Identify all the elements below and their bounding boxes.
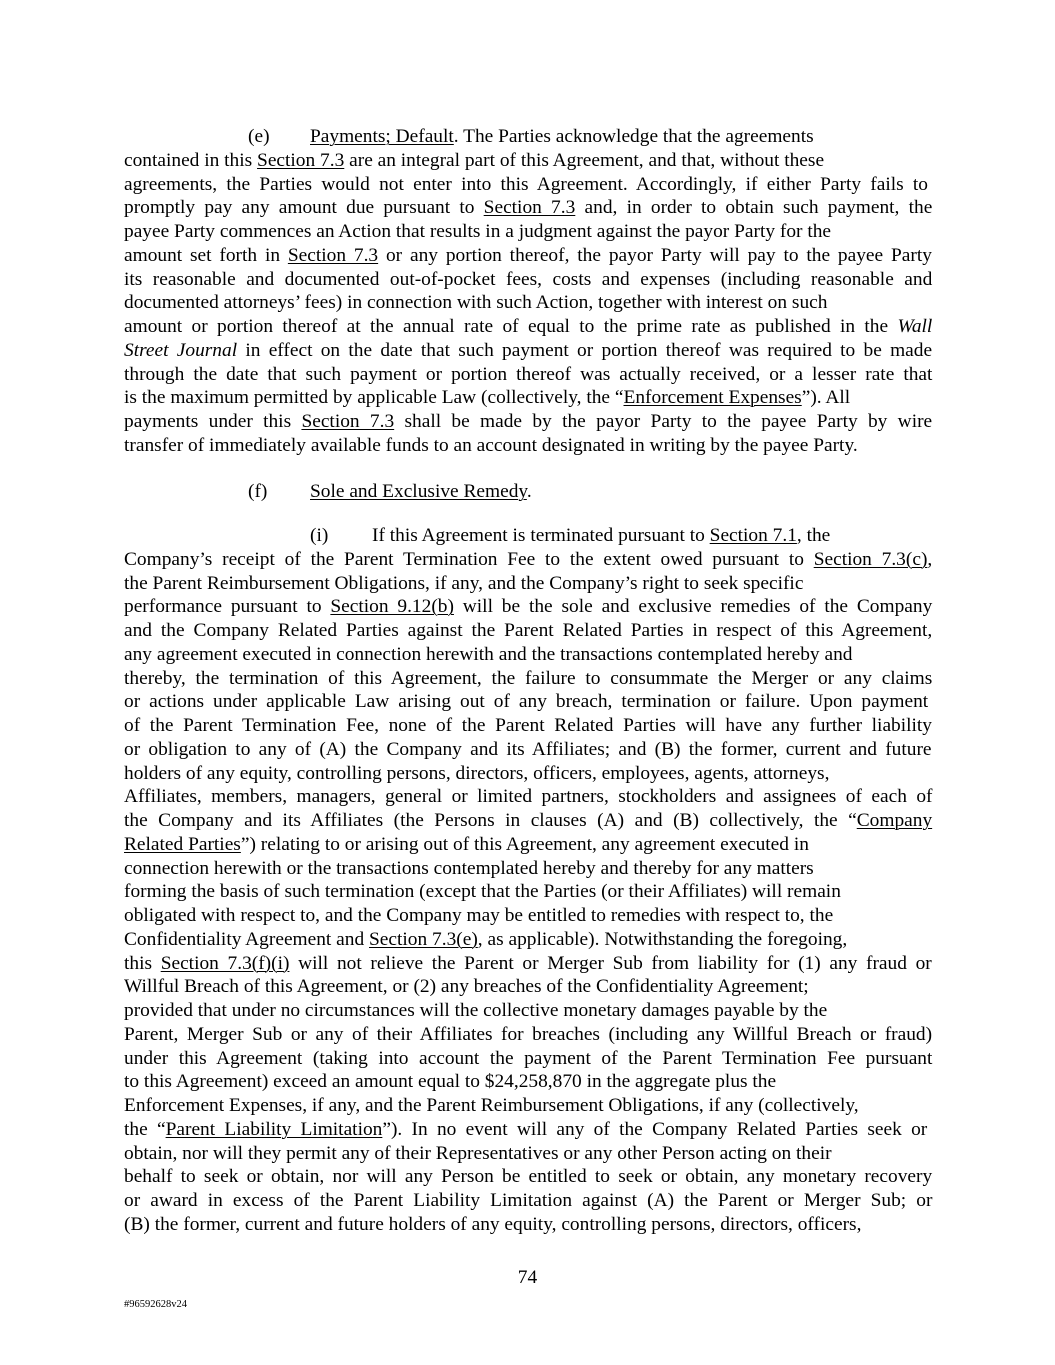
section-reference: Related Parties	[124, 833, 241, 855]
section-reference: Section 7.3(f)(i)	[160, 952, 290, 974]
text-segment: the Parent Reimbursement Obligations, if any, and the Company’s right to seek specific	[124, 572, 804, 594]
text-segment: Willful Breach of this Agreement, or (2) any breaches of the Confidentiality Agreement;	[124, 976, 809, 998]
text-segment: will be the sole and exclusive remedies of the Company	[453, 596, 933, 618]
text-line	[124, 880, 932, 904]
text-line	[124, 785, 932, 809]
section-reference: Section 7.3	[483, 197, 576, 219]
text-segment: thereby, the termination of this Agreement, the failure to consummate the Merger or any claims	[124, 667, 933, 689]
text-line	[124, 1023, 932, 1047]
section-reference: Section 7.3(e)	[369, 928, 478, 950]
text-line	[124, 244, 932, 268]
text-line	[124, 149, 932, 173]
text-segment: in effect on the date that such payment or portion thereof was required to be made	[237, 339, 933, 361]
text-line	[124, 809, 932, 833]
text-line	[124, 1142, 932, 1166]
section-reference: Company	[856, 810, 933, 831]
text-segment: will not relieve the Parent or Merger Sub from liability for (1) any fraud or	[289, 952, 932, 974]
text-segment: and the Company Related Parties against the Parent Related Parties in respect of this Agreement,	[124, 620, 933, 641]
text-line	[124, 1165, 932, 1189]
text-line	[124, 928, 932, 952]
text-line	[124, 548, 932, 572]
text-segment: , as applicable). Notwithstanding the foregoing,	[477, 928, 848, 950]
text-segment: contained in this	[124, 149, 258, 171]
text-line	[124, 1189, 932, 1213]
text-segment: and, in order to obtain such payment, the	[575, 197, 933, 219]
text-line	[124, 220, 932, 244]
section-reference: Section 7.3	[257, 149, 345, 171]
text-segment: or any portion thereof, the payor Party will pay to the payee Party	[378, 244, 932, 266]
text-line	[124, 975, 932, 999]
text-segment: promptly pay any amount due pursuant to	[124, 197, 484, 219]
section-reference: Section 7.3(c)	[813, 548, 928, 570]
text-segment: ,	[927, 548, 933, 570]
text-segment: ”). In no event will any of the Company Related Parties seek or	[382, 1118, 928, 1140]
text-segment: its reasonable and documented out-of-pocket fees, costs and expenses (including reasonable and	[124, 268, 933, 290]
text-line	[124, 643, 932, 667]
paragraph-f-heading-suffix: .	[526, 481, 532, 502]
text-line	[124, 619, 932, 643]
text-line	[124, 1118, 932, 1142]
text-segment: or award in excess of the Parent Liability Limitation against (A) the Parent or Merger Sub; or	[124, 1190, 933, 1211]
text-line	[124, 572, 932, 596]
paragraph-f-i-label: (i)	[310, 525, 329, 546]
text-line	[124, 762, 932, 786]
text-line	[124, 268, 932, 292]
text-segment: to this Agreement) exceed an amount equal to $24,258,870 in the aggregate plus the	[124, 1071, 777, 1093]
italic-text: Wall	[897, 316, 933, 337]
paragraph-f-i-first-line	[124, 524, 932, 548]
paragraph-e-heading: Payments; Default	[310, 126, 454, 147]
text-segment: holders of any equity, controlling persons, directors, officers, employees, agents, attorneys,	[124, 762, 830, 784]
text-segment: the “	[124, 1118, 166, 1140]
text-line	[124, 291, 932, 315]
text-segment: connection herewith or the transactions contemplated hereby and thereby for any matters	[124, 857, 814, 879]
text-line	[124, 904, 932, 928]
text-line	[124, 339, 932, 363]
text-line	[124, 363, 932, 387]
text-line	[124, 999, 932, 1023]
text-segment: amount or portion thereof at the annual rate of equal to the prime rate as published in the	[124, 316, 898, 337]
text-segment: ”) relating to or arising out of this Agreement, any agreement executed in	[240, 833, 809, 855]
text-line	[124, 952, 932, 976]
text-segment: shall be made by the payor Party to the payee Party by wire	[394, 411, 933, 432]
section-reference: Parent Liability Limitation	[165, 1118, 383, 1140]
text-line	[124, 1070, 932, 1094]
text-line	[124, 857, 932, 881]
text-segment: If this Agreement is terminated pursuant to	[372, 525, 710, 546]
text-segment: of the Parent Termination Fee, none of the Parent Related Parties will have any further liability	[124, 715, 932, 736]
text-segment: ”). All	[801, 387, 851, 409]
paragraph-e	[124, 125, 932, 458]
text-line	[124, 410, 932, 434]
text-segment: this	[124, 952, 161, 974]
section-reference: Enforcement Expenses	[623, 387, 802, 409]
text-segment: Affiliates, members, managers, general or limited partners, stockholders and assignees of each of	[124, 786, 933, 808]
text-line	[124, 173, 932, 197]
text-line	[124, 833, 932, 857]
text-segment: payee Party commences an Action that results in a judgment against the payor Party for the	[124, 221, 832, 242]
text-segment: under this Agreement (taking into account the payment of the Parent Termination Fee pursuant	[124, 1047, 933, 1069]
text-line	[124, 714, 932, 738]
text-segment: provided that under no circumstances will the collective monetary damages payable by the	[124, 1000, 828, 1021]
text-segment: (B) the former, current and future holders of any equity, controlling persons, directors, officers,	[124, 1213, 862, 1235]
text-segment: are an integral part of this Agreement, and that, without these	[344, 149, 825, 171]
text-segment: . The Parties acknowledge that the agreements	[453, 126, 814, 147]
section-reference: Section 7.3	[301, 411, 395, 432]
document-id: #96592628v24	[124, 1299, 187, 1310]
text-line	[124, 386, 932, 410]
text-line	[124, 1047, 932, 1071]
text-segment: the Company and its Affiliates (the Persons in clauses (A) and (B) collectively, the “	[124, 810, 857, 831]
text-segment: is the maximum permitted by applicable Law (collectively, the “	[124, 387, 624, 409]
text-segment: amount set forth in	[124, 244, 288, 266]
text-segment: or obligation to any of (A) the Company and its Affiliates; and (B) the former, current and future	[124, 738, 932, 760]
page-number: 74	[517, 1267, 538, 1288]
text-segment: forming the basis of such termination (except that the Parties (or their Affiliates) will remain	[124, 881, 841, 903]
text-segment: obligated with respect to, and the Company may be entitled to remedies with respect to, the	[124, 905, 834, 926]
italic-text: Street Journal	[124, 339, 238, 361]
text-segment: agreements, the Parties would not enter into this Agreement. Accordingly, if either Party fails to	[124, 173, 929, 195]
section-reference: Section 7.3	[287, 244, 379, 266]
text-segment: through the date that such payment or portion thereof was actually received, or a lesser rate that	[124, 363, 933, 385]
text-line	[124, 738, 932, 762]
section-reference: Section 9.12(b)	[330, 596, 454, 618]
section-reference: Section 7.1	[709, 525, 797, 546]
text-segment: performance pursuant to	[124, 596, 331, 618]
text-line	[124, 196, 932, 220]
text-segment: behalf to seek or obtain, nor will any Person be entitled to seek or obtain, any monetary recovery	[124, 1166, 933, 1188]
text-segment: transfer of immediately available funds to an account designated in writing by the payee Party.	[124, 434, 858, 456]
paragraph-e-first-line	[124, 125, 932, 149]
text-segment: payments under this	[124, 411, 302, 432]
text-line	[124, 1094, 932, 1118]
text-segment: obtain, nor will they permit any of their Representatives or any other Person acting on their	[124, 1142, 832, 1164]
text-segment: Company’s receipt of the Parent Termination Fee to the extent owed pursuant to	[124, 548, 814, 570]
text-segment: Enforcement Expenses, if any, and the Parent Reimbursement Obligations, if any (collectively,	[124, 1095, 859, 1116]
paragraph-f-i	[124, 524, 932, 1237]
text-segment: Confidentiality Agreement and	[124, 928, 370, 950]
text-line	[124, 1213, 932, 1237]
text-line	[124, 434, 932, 458]
text-segment: , the	[796, 525, 831, 546]
text-segment: or actions under applicable Law arising out of any breach, termination or failure. Upon payment	[124, 691, 929, 713]
paragraph-f	[124, 480, 932, 504]
paragraph-e-label: (e)	[248, 126, 270, 147]
text-line	[124, 595, 932, 619]
paragraph-f-heading: Sole and Exclusive Remedy	[310, 481, 527, 502]
text-segment: any agreement executed in connection herewith and the transactions contemplated hereby and	[124, 643, 853, 665]
paragraph-f-label: (f)	[248, 481, 268, 502]
text-line	[124, 690, 932, 714]
text-line	[124, 315, 932, 339]
text-segment: documented attorneys’ fees) in connection with such Action, together with interest on such	[124, 292, 828, 314]
text-segment: Parent, Merger Sub or any of their Affiliates for breaches (including any Willful Breach or fraud)	[124, 1023, 933, 1045]
text-line	[124, 667, 932, 691]
